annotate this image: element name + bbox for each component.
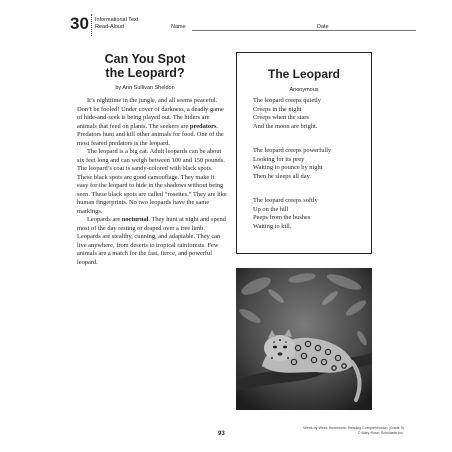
lesson-type-line1: Informational Text	[95, 17, 139, 23]
poem-line: Waiting to pounce by night	[253, 164, 323, 171]
story-p3-text-b: . They hunt at night and spend most of the day resting or draped over a tree limb. Leopards are stealthy, cunning, and adaptable. They can live anywhere, from deserts to tropical rainforests. Few animals are a match for the fast, fierce, and powerful leopard.	[77, 216, 226, 266]
footer-credit	[300, 426, 404, 435]
poem-stanza-1	[253, 97, 367, 131]
name-label: Name	[171, 24, 186, 30]
story-title-line1: Can You Spot	[104, 52, 186, 66]
story-title-line2: the Leopard?	[105, 66, 185, 80]
header-divider	[91, 14, 92, 36]
story-p1-text-a: It’s nighttime in the jungle, and all seems peaceful. Don’t be fooled! Under cover of darkness, a deadly game of hide-and-seek is being played out. The hiders are animals that feed on plants. The seekers are	[77, 97, 224, 130]
poem-line: The leopard creeps softly	[253, 197, 318, 204]
story-paragraph-2: The leopard is a big cat. Adult leopards can be about six feet long and can weigh between 100 and 150 pounds. The leopard’s coat is sandy-colored with black spots. These black spots are good camouflage. They make it easy for the leopard to hide in the shadows without being seen. These black spots are called “rosettes.” They are like human fingerprints. No two leopards have the same markings.	[77, 148, 227, 215]
poem-line: The leopard creeps quietly	[253, 97, 321, 104]
credit-line-2: © Mary Rose, Scholastic Inc.	[357, 430, 404, 435]
poem-line: Up on the hill	[253, 205, 289, 213]
lesson-type-line2: Read-Aloud	[95, 23, 125, 30]
story-paragraph-3	[77, 216, 227, 267]
story-title	[60, 52, 230, 80]
story-paragraph-1	[77, 97, 227, 148]
poem-line: And the moon are bright.	[253, 122, 318, 130]
poem-line: Waiting to kill.	[253, 222, 292, 230]
lesson-number: 30	[70, 14, 89, 33]
poem-line: Looking for its prey	[253, 155, 305, 163]
vocab-nocturnal: nocturnal	[121, 216, 149, 223]
leopard-photo	[236, 268, 372, 410]
poem-title: The Leopard	[267, 67, 340, 81]
worksheet-header	[70, 14, 416, 36]
date-label: Date	[317, 24, 329, 30]
poem-box	[236, 52, 372, 254]
lesson-type	[95, 17, 138, 30]
page-number: 93	[218, 431, 225, 437]
date-field-line[interactable]	[332, 30, 416, 31]
poem-author: Anonymous	[289, 87, 319, 93]
poem-line: Creeps in the night	[253, 105, 302, 113]
poem-line: Creeps when the stars	[253, 114, 309, 121]
story-body	[77, 97, 227, 267]
poem-line: Peeps from the bushes	[253, 214, 311, 221]
story-p3-text-a: Leopards are	[87, 216, 122, 223]
vocab-predators: predators	[189, 122, 217, 130]
story-byline: by Ann Sullivan Sheldon	[115, 85, 175, 91]
poem-stanza-2	[253, 147, 367, 181]
poem-stanza-3	[253, 197, 367, 231]
story-p1-text-b: . Predators hunt and kill other animals for food. One of the most feared predators is the leopard.	[77, 122, 224, 147]
poem-line: Then he sleeps all day.	[253, 172, 311, 180]
credit-line-1: Week-by-Week Homework: Reading Comprehension (Grade 3)	[303, 426, 404, 430]
leopard-photo-icon	[236, 268, 372, 410]
poem-line: The leopard creeps powerfully	[253, 147, 332, 154]
